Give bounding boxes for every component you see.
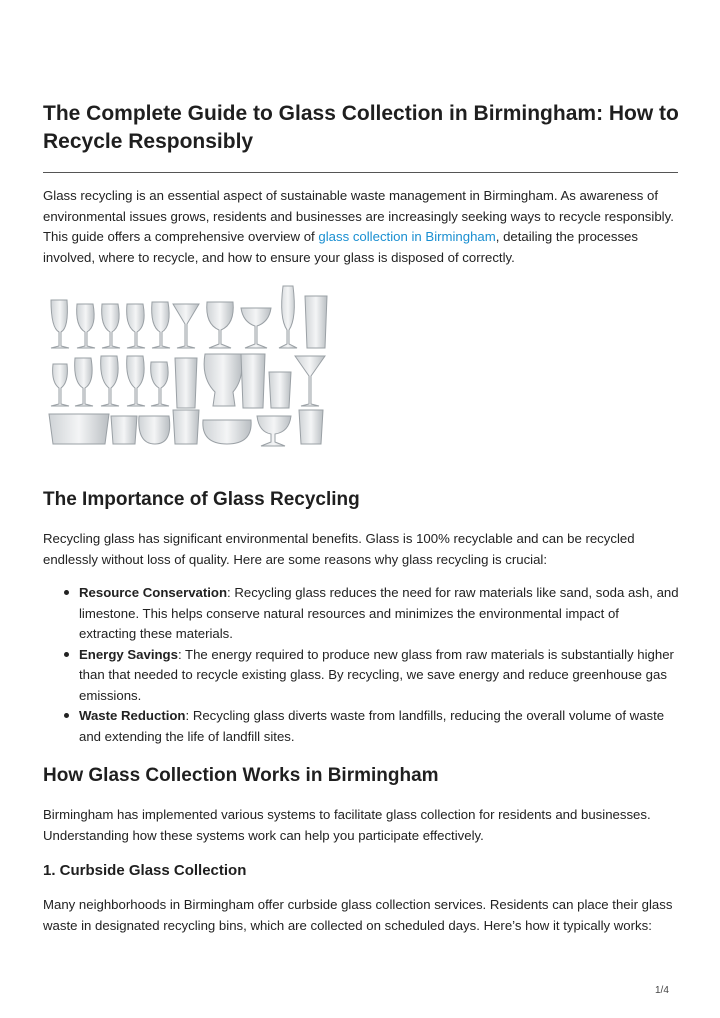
- list-item: [79, 706, 679, 747]
- page-number: 1/4: [655, 985, 669, 996]
- bullet-icon: [64, 713, 69, 718]
- list-item-term: Energy Savings: [79, 646, 178, 662]
- benefits-list: [43, 583, 679, 747]
- section-heading-how-it-works: How Glass Collection Works in Birmingham: [43, 765, 439, 786]
- section-heading-importance: The Importance of Glass Recycling: [43, 489, 360, 510]
- glass-collection-link[interactable]: glass collection in Birmingham: [318, 229, 496, 244]
- intro-paragraph: [43, 186, 678, 268]
- glassware-illustration: [45, 282, 333, 450]
- bullet-icon: [64, 652, 69, 657]
- curbside-paragraph: Many neighborhoods in Birmingham offer curbside glass collection services. Residents can place their glass waste in designated recycling bins, which are collected on scheduled days. Here’s how it typically works:: [43, 897, 673, 933]
- intro-text-start: Glass recycling is an essential aspect of sustainable waste management in Birmingham. As awareness of environmental issues grows, residents and businesses are increasingly seeking ways to recycle responsibly. This guide offers a comprehensive overview of: [43, 188, 674, 244]
- page-title: The Complete Guide to Glass Collection in Birmingham: How to Recycle Responsibly: [43, 102, 679, 153]
- how-it-works-paragraph: Birmingham has implemented various systems to facilitate glass collection for residents and businesses. Understanding how these systems work can help you participate effectively.: [43, 807, 651, 843]
- list-item-term: Waste Reduction: [79, 708, 186, 723]
- list-item-text: : The energy required to produce new glass from raw materials is substantially higher than that needed to recycle existing glass. By recycling, we save energy and reduce greenhouse gas emissions.: [79, 646, 674, 703]
- intro-text-end: , detailing the processes involved, where to recycle, and how to ensure your glass is disposed of correctly.: [43, 229, 638, 265]
- list-item-term: Resource Conservation: [79, 585, 228, 600]
- bullet-icon: [64, 590, 69, 595]
- title-divider: [43, 172, 678, 173]
- list-item: [79, 583, 679, 645]
- list-item-text: : Recycling glass diverts waste from landfills, reducing the overall volume of waste and extending the life of landfill sites.: [79, 708, 665, 744]
- list-item: [79, 645, 679, 707]
- importance-paragraph: Recycling glass has significant environmental benefits. Glass is 100% recyclable and can be recycled endlessly without loss of quality. Here are some reasons why glass recycling is crucial:: [43, 531, 635, 567]
- subheading-curbside: 1. Curbside Glass Collection: [43, 862, 247, 879]
- list-item-text: : Recycling glass reduces the need for raw materials like sand, soda ash, and limestone. This helps conserve natural resources and minimizes the environmental impact of extracting these materials.: [79, 585, 679, 641]
